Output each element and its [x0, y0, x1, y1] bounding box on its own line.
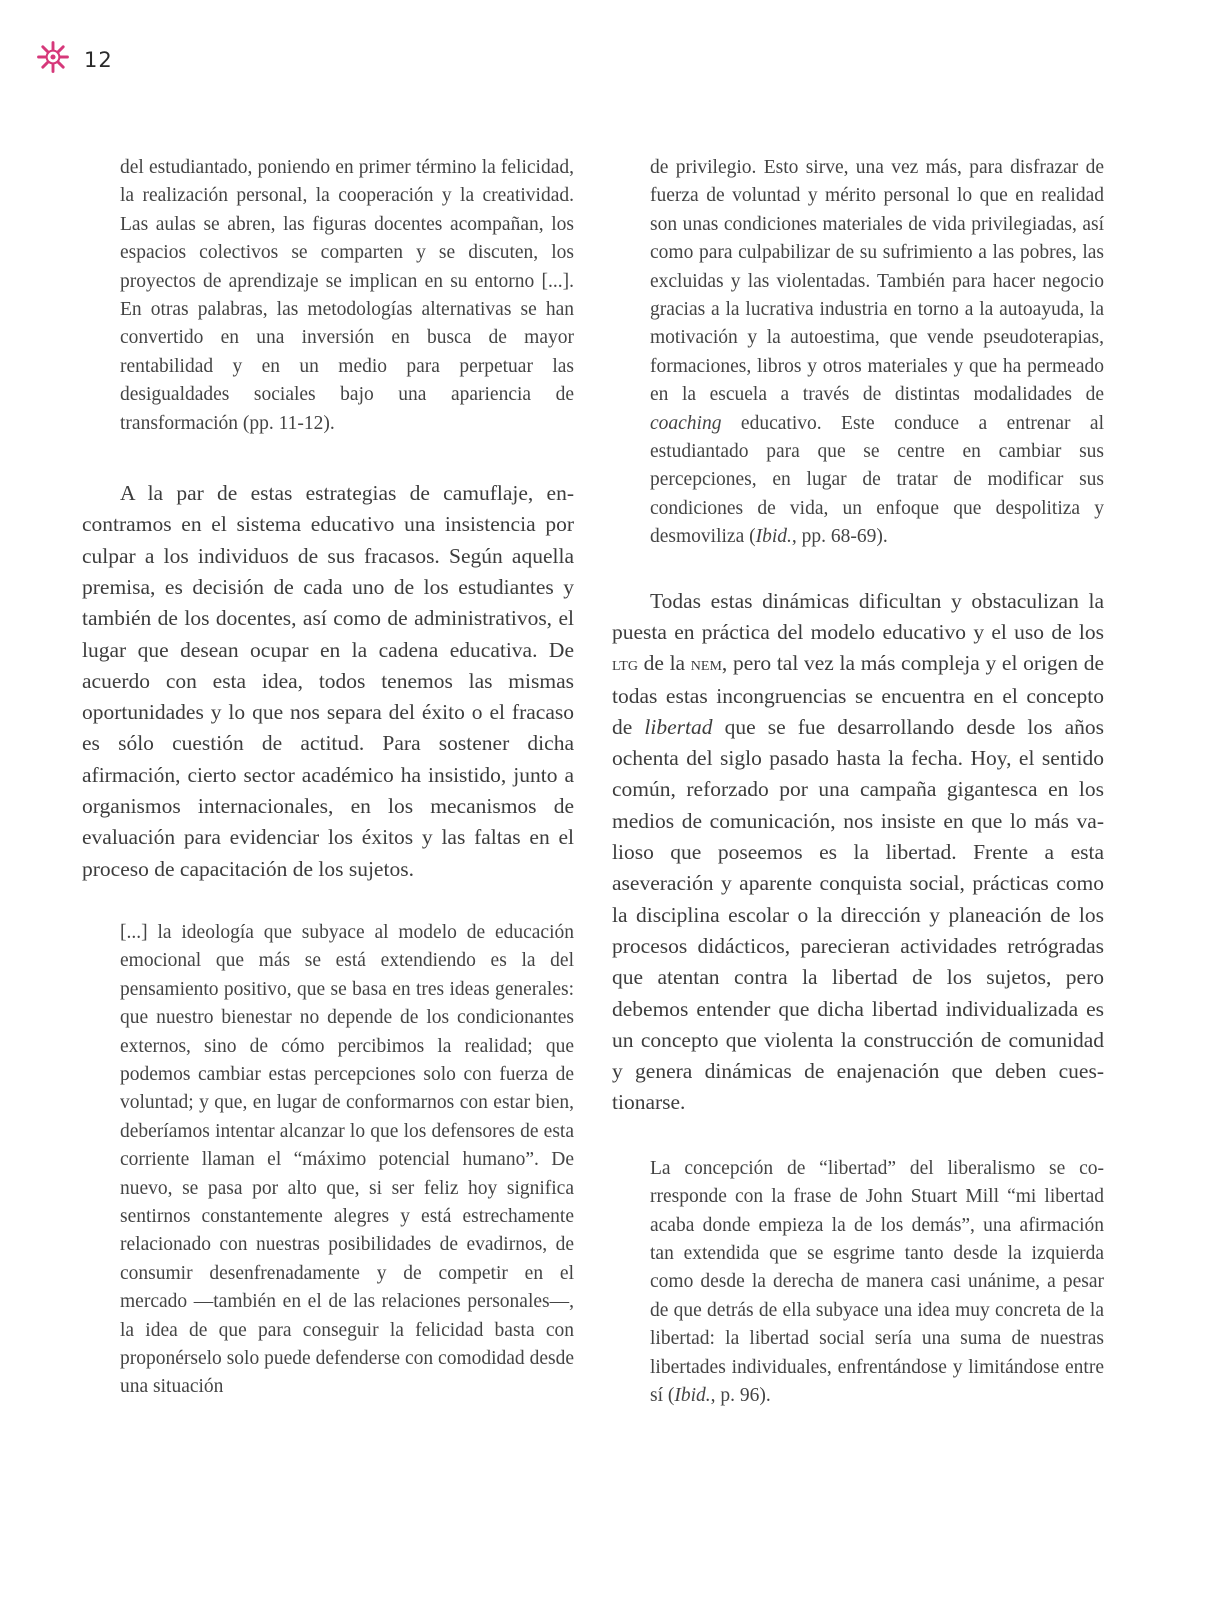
acronym: ltg — [612, 653, 638, 676]
right-column — [612, 154, 1104, 1410]
quote-text: de privilegio. Esto sirve, una vez más, para disfrazar de fuerza de voluntad y mérito personal lo que en realidad son unas condiciones materiales de vida privilegiadas, así como para culpabilizar de su sufrimiento a las pobres, las excluidas y las violentadas. También para hacer negocio gracias a la lucrativa industria en torno a la autoayuda, la motivación y la autoestima, que vende pseudoterapias, formaciones, libros y otros materiales y que ha permeado en la escuela a través de distintas modalidades de — [650, 157, 1104, 406]
paragraph-text: Todas estas dinámicas dificultan y obstaculizan la puesta en práctica del modelo educativo y el uso de los — [612, 588, 1104, 644]
paragraph-text: de la — [637, 651, 691, 676]
quote-text: , p. 96). — [710, 1384, 771, 1406]
block-quote: del estudiantado, poniendo en primer término la felicidad, la realización personal, la cooperación y la creatividad. Las aulas se abren, las figuras docentes acompañan, los espacios colectivos se comparten y se discuten, los proyectos de aprendizaje se implican en su entorno [...]. En otras palabras, las metodologías alternativas se han convertido en una inversión en busca de mayor rentabilidad y en un medio para perpetuar las desigualdades sociales bajo una apariencia de transformación (pp. 11-12). — [120, 157, 574, 434]
quote-text: La concepción de “libertad” del liberalismo se corresponde con la frase de John Stuart Mill “mi libertad acaba donde empieza la de los demás”, una afirmación tan extendida que se esgrime tanto desde la izquierda como desde la derecha de manera casi unánime, a pesar de que detrás de ella subyace una idea muy concreta de la libertad: la libertad social sería una suma de nuestras libertades individuales, enfrentándose y limitándose entre sí ( — [650, 1157, 1104, 1406]
paragraph-text: , pero tal vez la más compleja y el origen de todas estas incongruencias se encuentra en el concepto de — [612, 651, 1104, 739]
page-number: 12 — [84, 47, 113, 72]
citation: Ibid. — [755, 526, 792, 548]
block-quote — [612, 154, 1104, 552]
quote-emphasis: coaching — [650, 412, 722, 434]
quote-text: educativo. Este conduce a entrenar al estudiantado para que se centre en cambiar sus percepciones, en lugar de tratar de modificar sus condiciones de vida, un enfoque que despolitiza y desmoviliza ( — [650, 412, 1104, 548]
emphasis: libertad — [644, 714, 713, 739]
left-column — [82, 154, 574, 1402]
quote-text: , pp. 68-69). — [791, 526, 888, 548]
citation: Ibid. — [674, 1384, 711, 1406]
paragraph-text: que se fue desarrollando desde los años ochenta del siglo pasado hasta la fecha. Hoy, el sentido común, reforzado por una campaña gigantesca en los medios de comunicación, nos insiste en que lo más valioso que poseemos es la libertad. Frente a esta aseveración y aparente conquista social, prácticas como la disciplina escolar o la dirección y planeación de los procesos didácticos, parecieran actividades retrógradas que atentan contra la libertad de los sujetos, pero debemos entender que dicha libertad individualizada es un concepto que violenta la construcción de comunidad y genera dinámicas de enajenación que deben cuestionarse. — [612, 714, 1104, 1115]
acronym: nem — [690, 653, 722, 676]
body-paragraph — [612, 586, 1104, 1119]
block-quote — [612, 1155, 1104, 1411]
block-quote: [...] la ideología que subyace al modelo de educación emocional que más se está extendiendo es la del pensamiento positivo, que se basa en tres ideas generales: que nuestro bienestar no depende de los condicionantes externos, sino de cómo percibimos la realidad; que podemos cambiar estas percepciones solo con fuerza de voluntad; y que, en lugar de conformarnos con estar bien, deberíamos intentar alcanzar lo que los defensores de esta corriente llaman el “máximo potencial humano”. De nuevo, se pasa por alto que, si ser feliz hoy significa sentirnos constantemente alegres y está estrechamente relacionado con nuestras posibilidades de evadirnos, de consumir desenfrenadamente y de competir en el mercado —también en el de las relaciones personales—, la idea de que para conseguir la felicidad basta con proponérselo solo puede defenderse con comodidad desde una situación — [120, 921, 574, 1398]
body-paragraph: A la par de estas estrategias de camuflaje, encontramos en el sistema educativo una insistencia por culpar a los individuos de sus fracasos. Según aquella premisa, es decisión de cada uno de los estudiantes y también de los docentes, así como de administrativos, el lugar que desean ocupar en la cadena educativa. De acuerdo con esta idea, todos tenemos las mismas oportunidades y lo que nos separa del éxito o el fracaso es sólo cuestión de actitud. Para sostener dicha afirmación, cierto sector académico ha insistido, junto a organismos internacionales, en los mecanismos de evaluación para evidenciar los éxitos y las faltas en el proceso de capacitación de los sujetos. — [82, 481, 574, 881]
page-header — [36, 40, 113, 79]
asterisk-flower-icon — [36, 40, 70, 79]
